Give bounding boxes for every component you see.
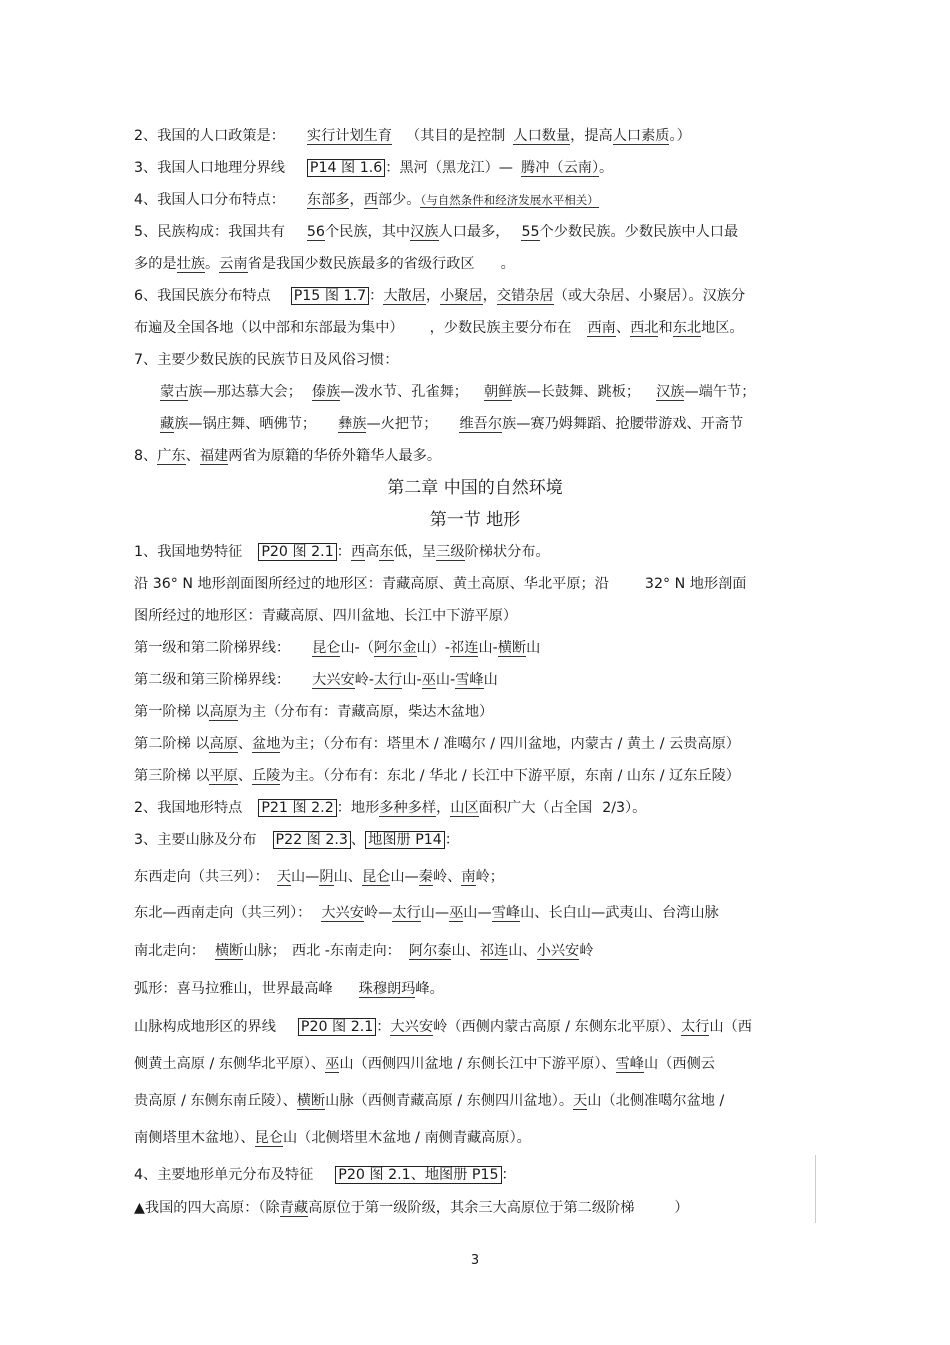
line-mountain-boundaries-1: 山脉构成地形区的界线 P20 图 2.1 ：大兴安岭（西侧内蒙古高原 / 东侧东北平原）、太行山（西: [134, 1019, 752, 1035]
line-ns-mountains: 南北走向： 横断山脉； 西北 -东南走向： 阿尔泰山、祁连山、小兴安岭: [134, 943, 594, 959]
line-festivals-1: 蒙古族—那达慕大会； 傣族—泼水节、孔雀舞； 朝鲜族—长鼓舞、跳板； 汉族—端午节；: [160, 384, 756, 400]
line-terrain-characteristics: 2、我国地形特点 P21 图 2.2 ：地形多种多样，山区面积广大（占全国 2/3）。: [134, 800, 647, 816]
section-title: 第一节 地形: [429, 510, 521, 530]
figure-ref-box: P22 图 2.3: [273, 831, 351, 849]
line-mountain-boundaries-4: 南侧塔里木盆地）、昆仑山（北侧塔里木盆地 / 南侧青藏高原）。: [134, 1130, 531, 1146]
line-arc-mountains: 弧形：喜马拉雅山，世界最高峰 珠穆朗玛峰。: [134, 981, 444, 997]
line-step-2: 第二阶梯 以高原、盆地为主；（分布有：塔里木 / 准噶尔 / 四川盆地，内蒙古 / 黄土 / 云贵高原）: [134, 736, 740, 752]
line-population-distribution: 4、我国人口分布特点： 东部多，西部少。（与自然条件和经济发展水平相关）: [134, 192, 599, 208]
line-terrain-feature: 1、我国地势特征 P20 图 2.1 ：西高东低，呈三级阶梯状分布。: [134, 544, 550, 560]
line-ethnic-distribution-cont: 布遍及全国各地（以中部和东部最为集中） ，少数民族主要分布在 西南、西北和东北地区。: [134, 320, 744, 336]
line-ne-sw-mountains: 东北—西南走向（共三列）： 大兴安岭—太行山—巫山—雪峰山、长白山—武夷山、台湾山脉: [134, 905, 719, 921]
line-step-1: 第一阶梯 以高原为主（分布有：青藏高原，柴达木盆地）: [134, 704, 494, 720]
line-landform-units: 4、主要地形单元分布及特征 P20 图 2.1、地图册 P15 ：: [134, 1167, 516, 1183]
line-population-divide: 3、我国人口地理分界线 P14 图 1.6 ：黑河（黑龙江）— 腾冲（云南）。: [134, 160, 614, 176]
line-ethnic-composition-cont: 多的是壮族。云南省是我国少数民族最多的省级行政区 。: [134, 256, 515, 272]
line-mountains-heading: 3、主要山脉及分布 P22 图 2.3 、 地图册 P14 ：: [134, 832, 460, 848]
line-ew-mountains: 东西走向（共三列）： 天山—阴山、昆仑山—秦岭、南岭；: [134, 869, 504, 885]
line-boundary-2-3: 第二级和第三阶梯界线： 大兴安岭-太行山-巫山-雪峰山: [134, 672, 498, 688]
line-ethnic-composition: 5、民族构成：我国共有 56个民族，其中汉族人口最多， 55个少数民族。少数民族中人口最: [134, 224, 739, 240]
figure-ref-box: P20 图 2.1: [258, 543, 336, 561]
line-population-policy: 2、我国的人口政策是： 实行计划生育 （其目的是控制 人口数量，提高人口素质。）: [134, 128, 691, 144]
figure-ref-box: P15 图 1.7: [291, 287, 369, 305]
figure-ref-box: P20 图 2.1: [298, 1018, 376, 1036]
line-boundary-1-2: 第一级和第二阶梯界线： 昆仑山-（阿尔金山）-祁连山-横断山: [134, 640, 541, 656]
figure-ref-box: P20 图 2.1、地图册 P15: [335, 1166, 501, 1184]
line-step-3: 第三阶梯 以平原、丘陵为主。（分布有：东北 / 华北 / 长江中下游平原，东南 / 山东 / 辽东丘陵）: [134, 768, 740, 784]
line-festivals-2: 藏族—锅庄舞、晒佛节； 彝族—火把节； 维吾尔族—赛乃姆舞蹈、抢腰带游戏、开斋节: [160, 416, 744, 432]
line-ethnic-distribution: 6、我国民族分布特点 P15 图 1.7 ：大散居，小聚居，交错杂居（或大杂居、小聚居）。汉族分: [134, 288, 746, 304]
line-mountain-boundaries-2: 侧黄土高原 / 东侧华北平原）、巫山（西侧四川盆地 / 东侧长江中下游平原）、雪峰山（西侧云: [134, 1056, 715, 1072]
margin-rule: [815, 1155, 816, 1223]
chapter-title: 第二章 中国的自然环境: [387, 478, 563, 498]
figure-ref-box: 地图册 P14: [365, 831, 445, 849]
figure-ref-box: P21 图 2.2: [258, 799, 336, 817]
line-festivals-heading: 7、主要少数民族的民族节日及风俗习惯：: [134, 352, 399, 368]
page-number: 3: [470, 1253, 480, 1268]
line-profile-32n: 图所经过的地形区：青藏高原、四川盆地、长江中下游平原）: [134, 608, 518, 624]
line-mountain-boundaries-3: 贵高原 / 东侧东南丘陵）、横断山脉（西侧青藏高原 / 东侧四川盆地）。天山（北侧准噶尔盆地 /: [134, 1093, 725, 1109]
line-overseas-chinese: 8、广东、福建两省为原籍的华侨外籍华人最多。: [134, 448, 442, 464]
figure-ref-box: P14 图 1.6: [307, 159, 385, 177]
line-profile-36n: 沿 36° N 地形剖面图所经过的地形区：青藏高原、黄土高原、华北平原；沿 32° N 地形剖面: [134, 576, 747, 592]
line-four-plateaus: ▲我国的四大高原：（除青藏高原位于第一级阶级，其余三大高原位于第二级阶梯 ）: [134, 1200, 689, 1216]
